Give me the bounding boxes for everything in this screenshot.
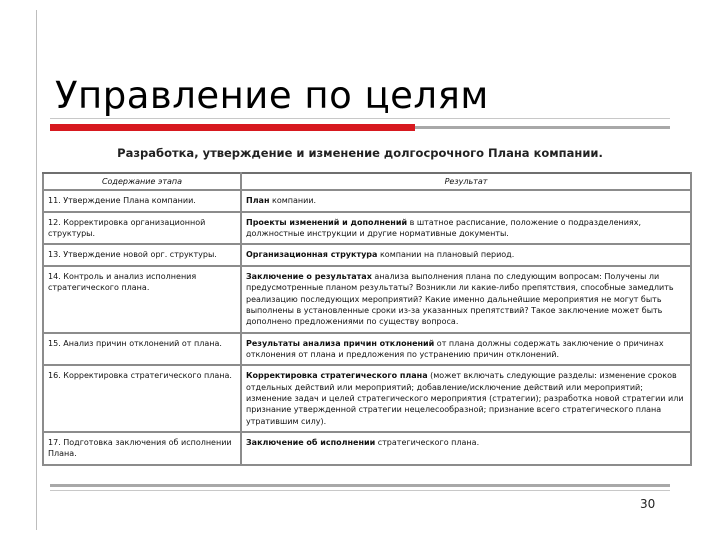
table-header-row [43, 173, 691, 190]
footer-rule [50, 484, 670, 487]
result-cell [241, 244, 691, 265]
result-cell [241, 432, 691, 465]
result-text: компании. [269, 196, 317, 206]
left-margin-rule [36, 10, 37, 530]
result-text: от плана должны содержать заключение о причинах отклонения от плана и предложения по устранению причин отклонений. [246, 338, 664, 359]
table-row [43, 266, 691, 333]
stage-cell: 14. Контроль и анализ исполнения стратегического плана. [43, 266, 241, 333]
table-row [43, 333, 691, 366]
table-row [43, 212, 691, 245]
title-accent-bar [50, 124, 415, 131]
result-bold: Заключение о результатах [246, 271, 372, 281]
result-cell [241, 333, 691, 366]
stage-cell: 17. Подготовка заключения об исполнении Плана. [43, 432, 241, 465]
result-bold: Проекты изменений и дополнений [246, 217, 408, 227]
table-row [43, 244, 691, 265]
result-bold: Заключение об исполнении [246, 438, 376, 448]
header-result: Результат [241, 173, 691, 190]
result-bold: Организационная структура [246, 250, 378, 260]
result-cell [241, 266, 691, 333]
result-bold: Результаты анализа причин отклонений [246, 338, 435, 348]
title-thin-rule [50, 118, 670, 119]
result-cell [241, 365, 691, 432]
slide-subtitle: Разработка, утверждение и изменение долгосрочного Плана компании. [117, 146, 603, 160]
result-cell [241, 212, 691, 245]
result-text: (может включать следующие разделы: изменение сроков отдельных действий или мероприятий; добавление/исключение действий или мероприятий; изменение задач и целей стратегического мероприятия (стратегии); разработка новой стратегии или признание утвержденной стратегии нецелесообразной; признание всего стратегического плана утратившим силу). [246, 371, 684, 426]
stage-cell: 16. Корректировка стратегического плана. [43, 365, 241, 432]
result-bold: План [246, 196, 270, 206]
stage-cell: 11. Утверждение Плана компании. [43, 190, 241, 211]
stage-cell: 15. Анализ причин отклонений от плана. [43, 333, 241, 366]
result-text: компании на плановый период. [377, 250, 515, 260]
result-text: стратегического плана. [375, 438, 480, 448]
title-gray-bar [415, 126, 670, 129]
table-row [43, 365, 691, 432]
header-stage: Содержание этапа [43, 173, 241, 190]
table-row [43, 190, 691, 211]
page-number: 30 [640, 497, 656, 511]
stage-cell: 13. Утверждение новой орг. структуры. [43, 244, 241, 265]
footer-thin-rule [50, 490, 670, 491]
plan-table [42, 172, 692, 466]
result-cell [241, 190, 691, 211]
stage-cell: 12. Корректировка организационной структуры. [43, 212, 241, 245]
page-title: Управление по целям [55, 74, 489, 117]
result-text: анализа выполнения плана по следующим вопросам: Получены ли предусмотренные планом результаты? Возникли ли какие-либо препятствия, способные замедлить реализацию последующих мероприятий? Какие именно дальнейшие мероприятия не могут быть выполнены в установленные сроки из-за указанных препятствий? Такое заключение может быть дополнено предложениями по существу вопроса. [246, 271, 674, 327]
table-row [43, 432, 691, 465]
result-bold: Корректировка стратегического плана [246, 371, 428, 381]
result-text: в штатное расписание, положение о подразделениях, должностные инструкции и другие нормативные документы. [246, 217, 642, 239]
